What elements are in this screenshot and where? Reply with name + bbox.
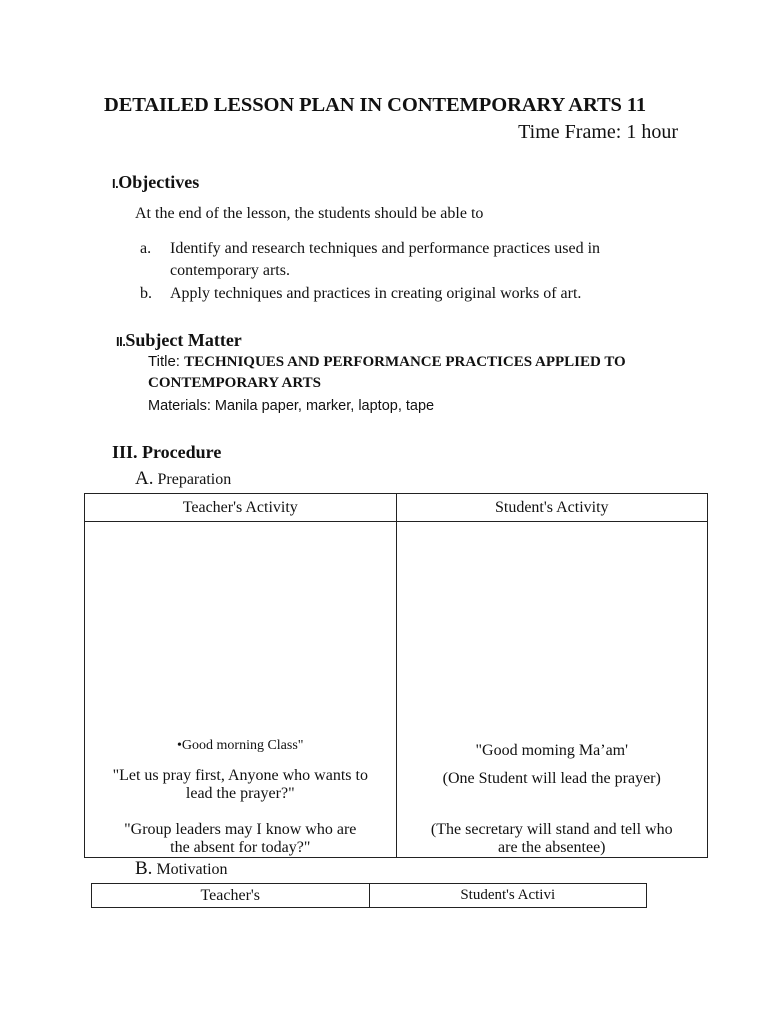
student-activity-cell xyxy=(396,522,707,858)
subject-title-line xyxy=(148,353,626,371)
teacher-line: "Let us pray first, Anyone who wants to xyxy=(112,767,368,784)
student-line: (The secretary will stand and tell who xyxy=(430,821,673,838)
subject-title: TECHNIQUES AND PERFORMANCE PRACTICES APPLIED TO xyxy=(184,354,626,370)
objective-marker: a. xyxy=(140,240,152,257)
student-line: are the absentee) xyxy=(498,839,606,856)
document-title: DETAILED LESSON PLAN IN CONTEMPORARY ARTS 11 xyxy=(104,94,647,116)
objective-item-b xyxy=(140,283,581,305)
preparation-heading xyxy=(135,468,231,490)
materials-list: Materials: Manila paper, marker, laptop, tape xyxy=(148,398,435,414)
preparation-table xyxy=(84,493,708,858)
col-student-activity: Student's Activity xyxy=(396,494,707,522)
objective-text-continued: contemporary arts. xyxy=(170,262,290,279)
teacher-line: •Good morning Class" xyxy=(177,738,304,753)
objective-text: Apply techniques and practices in creating original works of art. xyxy=(170,285,582,302)
preparation-letter: A. xyxy=(135,468,154,489)
time-frame: Time Frame: 1 hour xyxy=(518,121,678,143)
preparation-label: Preparation xyxy=(157,471,232,488)
teacher-line: "Group leaders may I know who are xyxy=(124,821,357,838)
student-line: (One Student will lead the prayer) xyxy=(442,770,661,787)
teacher-activity-cell xyxy=(85,522,397,858)
motivation-heading xyxy=(135,858,228,880)
subject-matter-heading xyxy=(116,330,242,351)
teacher-line: lead the prayer?" xyxy=(185,785,295,802)
subject-matter-numeral: II. xyxy=(116,334,126,349)
objectives-numeral: I. xyxy=(112,176,119,191)
student-line: "Good moming Ma’am' xyxy=(475,742,629,759)
objectives-heading xyxy=(112,172,199,193)
subject-title-continued: CONTEMPORARY ARTS xyxy=(148,375,321,391)
motivation-label: Motivation xyxy=(156,861,228,878)
subject-matter-heading-text: Subject Matter xyxy=(125,330,242,350)
motivation-letter: B. xyxy=(135,858,153,879)
motivation-table xyxy=(91,883,647,908)
objectives-intro: At the end of the lesson, the students should be able to xyxy=(135,205,484,222)
procedure-heading: III. Procedure xyxy=(112,442,222,462)
objectives-heading-text: Objectives xyxy=(118,172,200,192)
col-student: Student's Activi xyxy=(369,884,647,908)
objective-text: Identify and research techniques and performance practices used in xyxy=(170,240,601,257)
col-teacher-activity: Teacher's Activity xyxy=(85,494,397,522)
teacher-line: the absent for today?" xyxy=(170,839,311,856)
subject-title-label: Title: xyxy=(148,353,185,370)
objective-marker: b. xyxy=(140,285,152,302)
objective-item-a xyxy=(140,238,601,279)
col-teacher: Teacher's xyxy=(92,884,370,908)
